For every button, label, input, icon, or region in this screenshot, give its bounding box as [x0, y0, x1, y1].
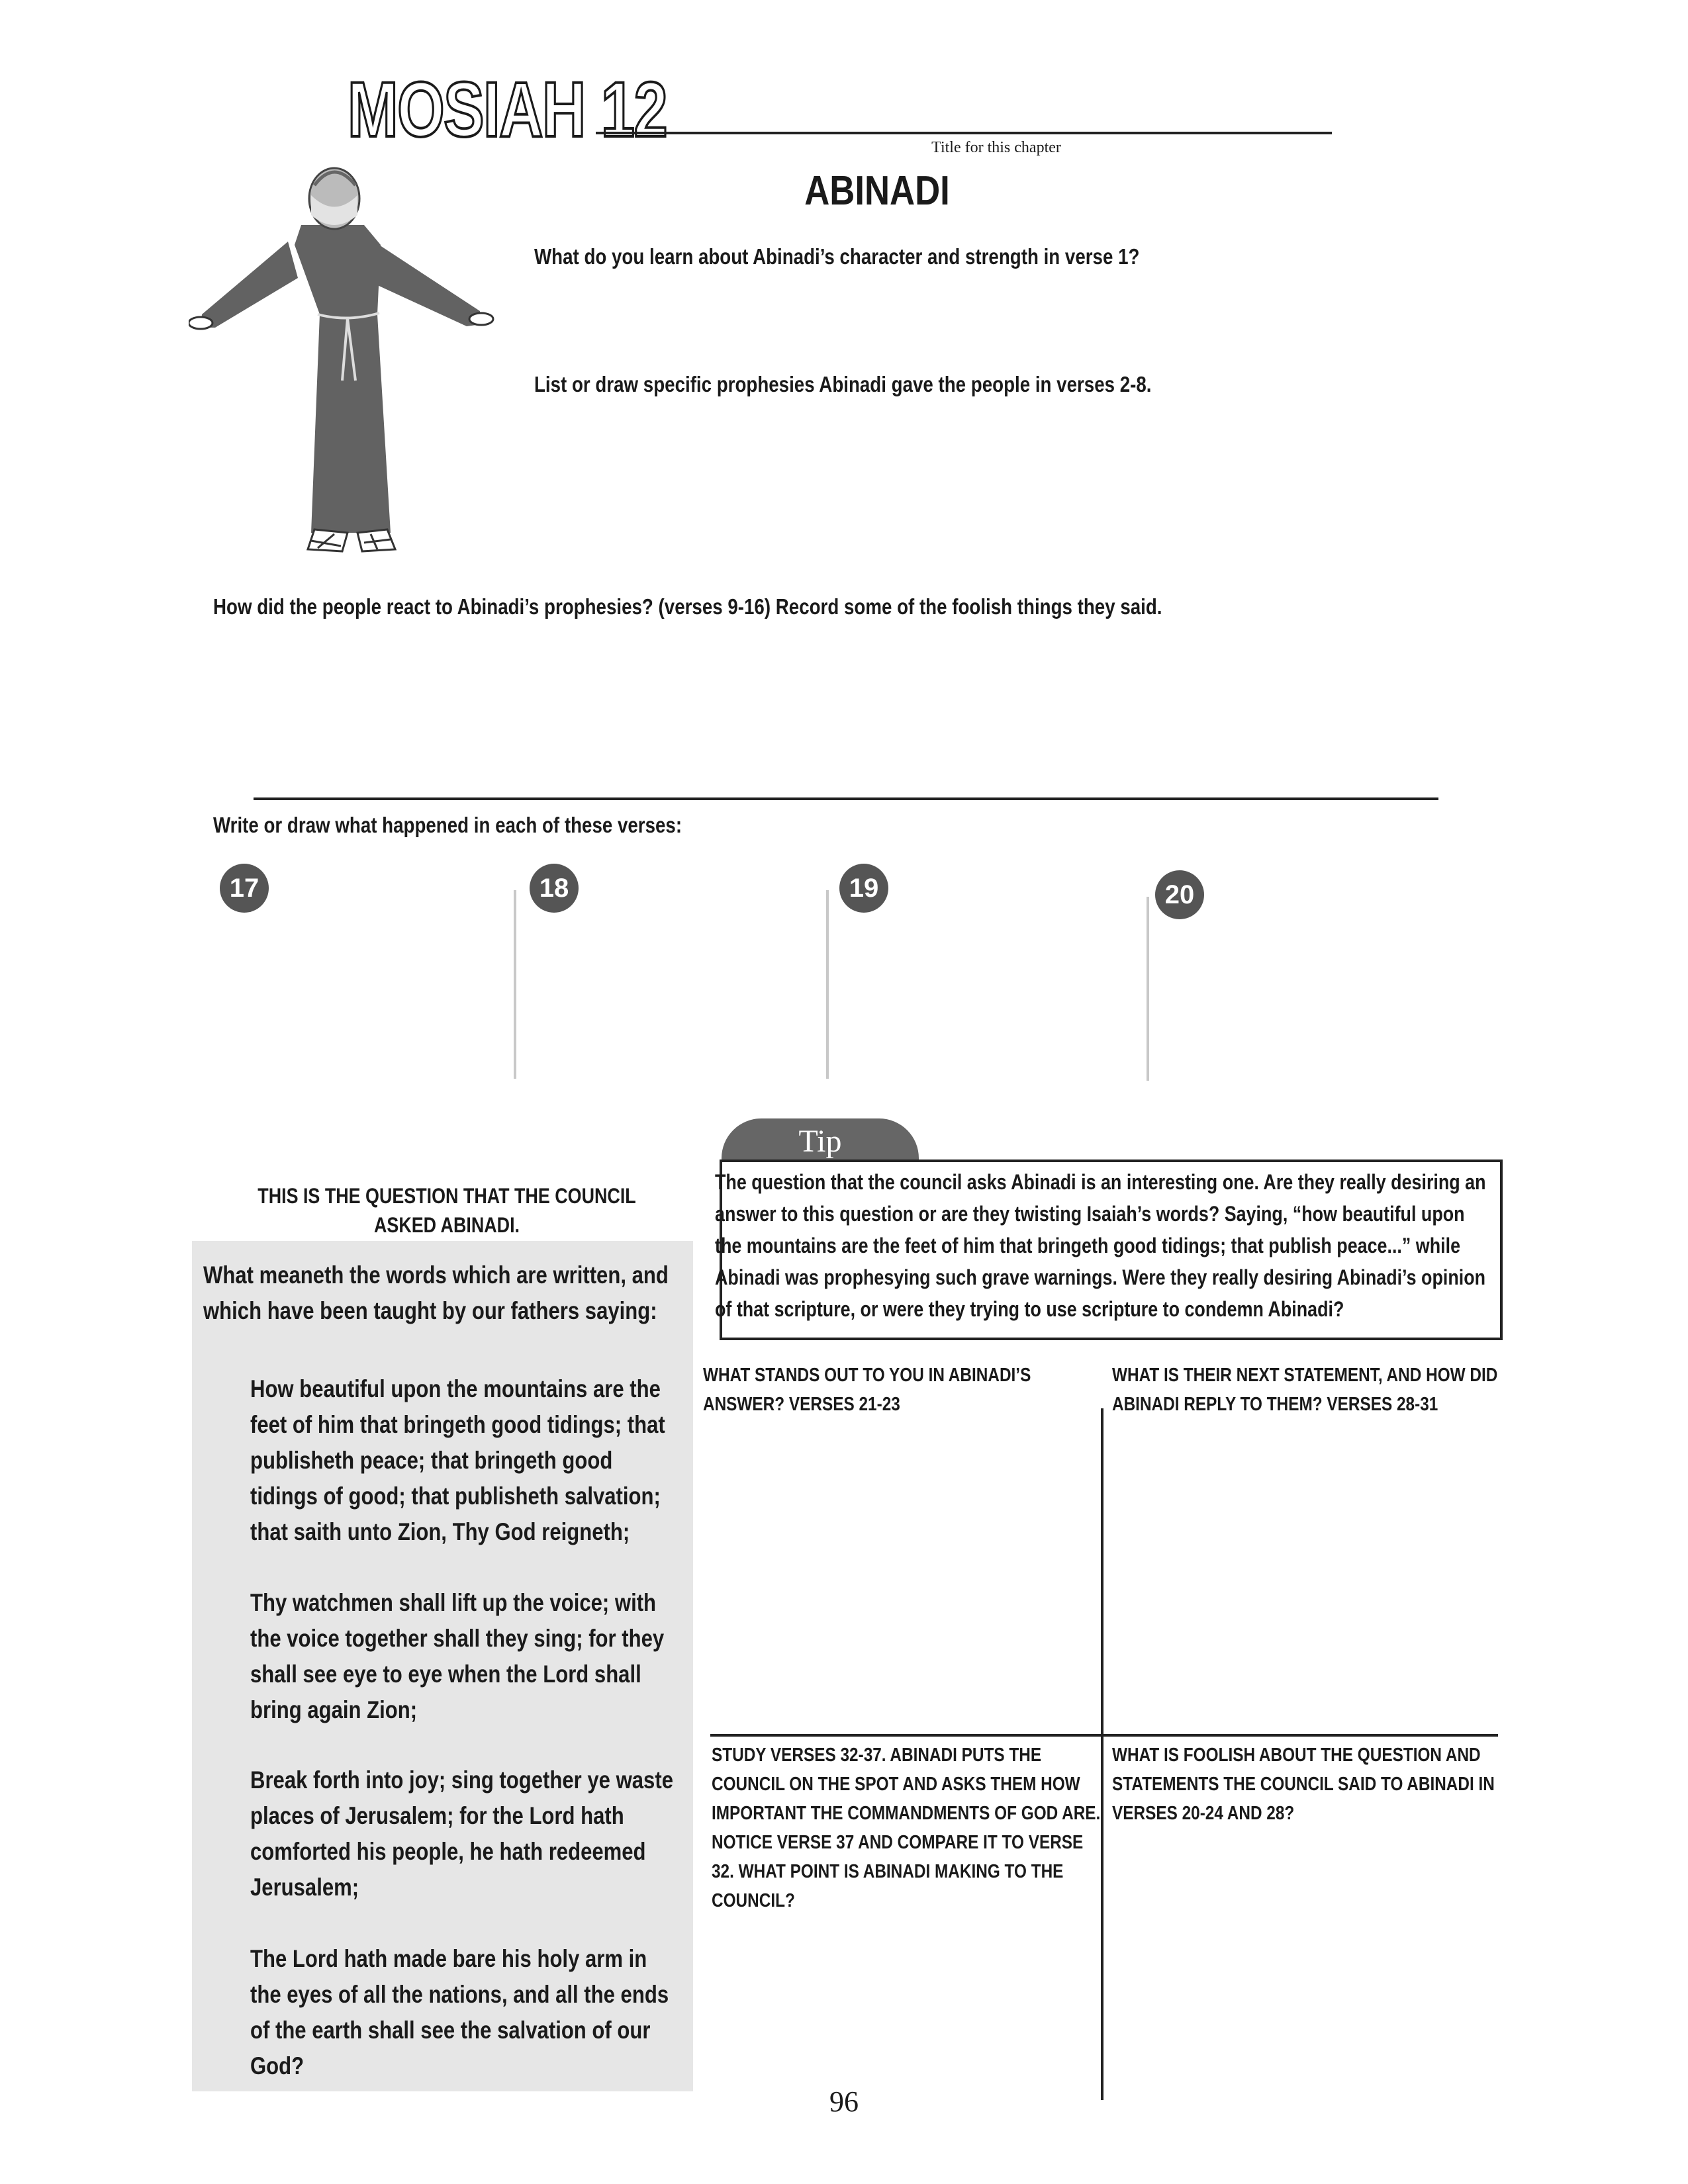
- verse-19-badge: 19: [839, 864, 888, 913]
- page-number: 96: [829, 2085, 859, 2118]
- grid-question-commandments: STUDY VERSES 32-37. ABINADI PUTS THE COUNCIL ON THE SPOT AND ASKS THEM HOW IMPORTANT THE COMMANDMENTS OF GOD ARE. NOTICE VERSE 37 AND COMPARE IT TO VERSE 32. WHAT POINT IS ABINADI MAKING TO THE COUNCIL?: [712, 1745, 1101, 1911]
- tip-text: The question that the council asks Abinadi is an interesting one. Are they really desiring an answer to this question or are they twisting Isaiah’s words? Saying, “how beautiful upon the mountains are the feet of him that bringeth good tidings; that publish peace...” while Abinadi was prophesying such grave warnings. Were they really desiring Abinadi’s opinion of that scripture, or were they trying to use scripture to condemn Abinadi?: [715, 1170, 1486, 1321]
- verse-column-divider: [1147, 897, 1149, 1081]
- verses-prompt: Write or draw what happened in each of these verses:: [213, 813, 682, 837]
- grid-vertical-divider: [1101, 1408, 1103, 2100]
- answer-line[interactable]: [254, 797, 1438, 800]
- grid-horizontal-divider: [710, 1734, 1498, 1737]
- verse-column-divider: [514, 890, 516, 1079]
- scripture-verse: How beautiful upon the mountains are the feet of him that bringeth good tidings; that publisheth peace; that bringeth good tidings of good; that publisheth salvation; that saith unto Zion, Thy God reigneth;: [250, 1375, 665, 1545]
- tip-tab: Tip: [722, 1118, 919, 1162]
- verse-17-badge: 17: [220, 864, 269, 913]
- chapter-title: MOSIAH 12: [348, 66, 667, 154]
- scripture-intro: What meaneth the words which are written, and which have been taught by our fathers saying:: [203, 1261, 669, 1324]
- scripture-verse: The Lord hath made bare his holy arm in the eyes of all the nations, and all the ends of the earth shall see the salvation of our God?: [250, 1945, 669, 2079]
- grid-question-next-statement: WHAT IS THEIR NEXT STATEMENT, AND HOW DID ABINADI REPLY TO THEM? VERSES 28-31: [1112, 1365, 1498, 1415]
- scripture-verse: Break forth into joy; sing together ye waste places of Jerusalem; for the Lord hath comforted his people, he hath redeemed Jerusalem;: [250, 1766, 673, 1901]
- scripture-verse: Thy watchmen shall lift up the voice; with the voice together shall they sing; for they shall see eye to eye when the Lord shall bring again Zion;: [250, 1589, 665, 1723]
- grid-question-foolish: WHAT IS FOOLISH ABOUT THE QUESTION AND STATEMENTS THE COUNCIL SAID TO ABINADI IN VERSES 20-24 AND 28?: [1112, 1745, 1495, 1824]
- question-prophesies: List or draw specific prophesies Abinadi gave the people in verses 2-8.: [534, 372, 1152, 396]
- verse-18-badge: 18: [530, 864, 579, 913]
- section-title: ABINADI: [804, 168, 950, 214]
- verse-20-badge: 20: [1155, 870, 1204, 919]
- abinadi-figure-illustration: [189, 162, 506, 569]
- chapter-title-write-line[interactable]: [596, 132, 1332, 134]
- question-reaction: How did the people react to Abinadi’s prophesies? (verses 9-16) Record some of the foolish things they said.: [213, 594, 1162, 619]
- grid-question-abinadi-answer: WHAT STANDS OUT TO YOU IN ABINADI’S ANSWER? VERSES 21-23: [703, 1365, 1031, 1415]
- title-caption: Title for this chapter: [931, 139, 1061, 156]
- question-character: What do you learn about Abinadi’s character and strength in verse 1?: [534, 244, 1140, 269]
- verse-column-divider: [826, 890, 829, 1079]
- council-heading-line1: THIS IS THE QUESTION THAT THE COUNCIL ASKED ABINADI.: [258, 1184, 636, 1237]
